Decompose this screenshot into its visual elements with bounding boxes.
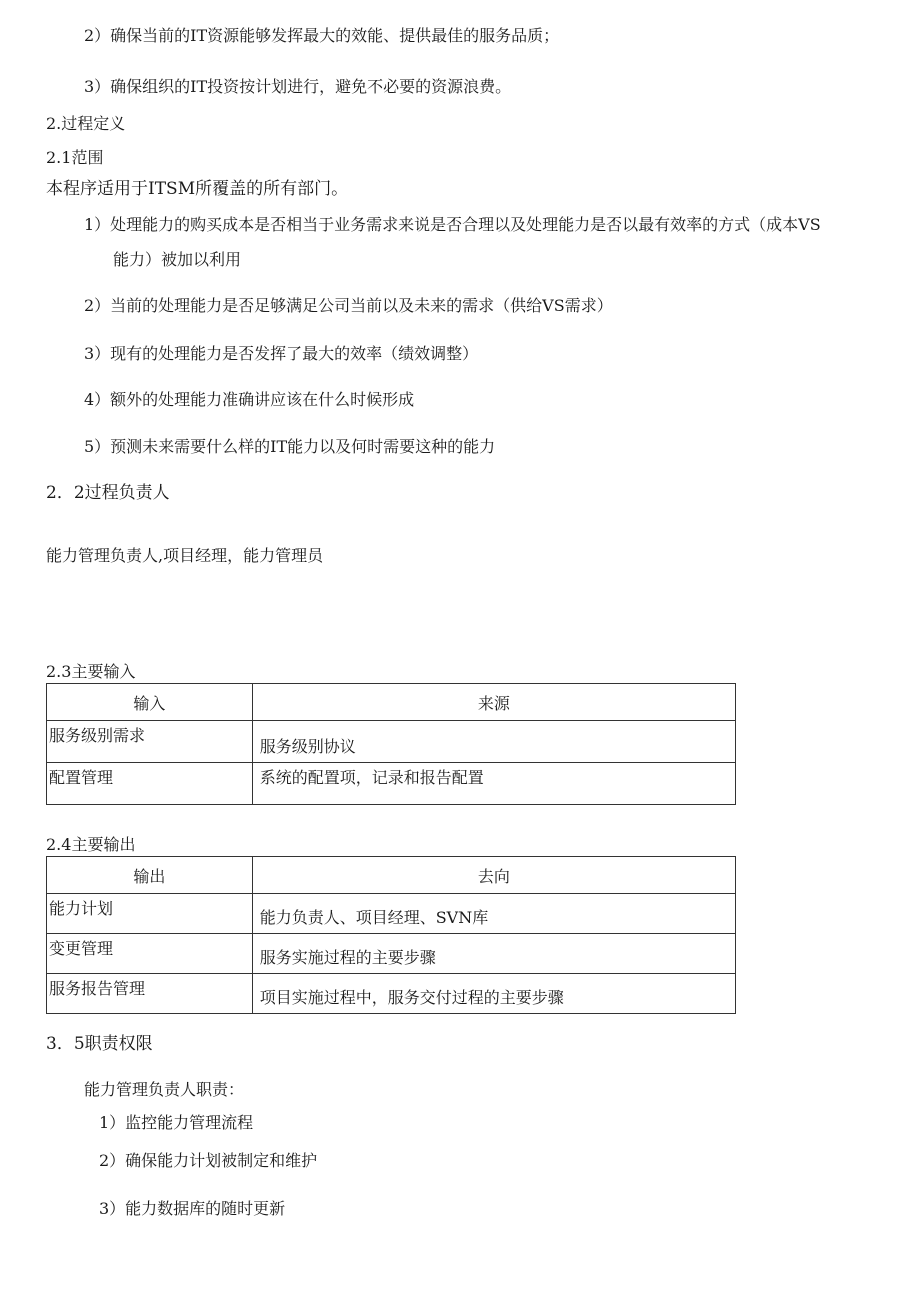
table-cell: 服务级别协议 [252, 721, 735, 763]
table-row [47, 934, 736, 974]
owner-title: 2．2过程负责人 [46, 483, 170, 503]
section-title: 2.过程定义 [46, 114, 126, 133]
duty-item-1: 1）监控能力管理流程 [99, 1113, 254, 1132]
table-header-row [47, 857, 736, 894]
table-cell: 服务级别需求 [47, 721, 253, 763]
table-row [47, 894, 736, 934]
table-header-row [47, 684, 736, 721]
output-table [46, 856, 736, 1014]
table-cell: 配置管理 [47, 763, 253, 805]
output-title: 2.4主要输出 [46, 835, 136, 854]
duty-title: 3．5职责权限 [46, 1034, 153, 1054]
input-header-source: 来源 [252, 684, 735, 721]
intro-item-2: 2）确保当前的IT资源能够发挥最大的效能、提供最佳的服务品质； [84, 26, 560, 45]
intro-item-3: 3）确保组织的IT投资按计划进行，避免不必要的资源浪费。 [84, 77, 512, 96]
table-cell: 能力计划 [47, 894, 253, 934]
table-cell: 服务实施过程的主要步骤 [252, 934, 735, 974]
duty-item-2: 2）确保能力计划被制定和维护 [99, 1151, 318, 1170]
table-row [47, 974, 736, 1014]
input-title: 2.3主要输入 [46, 662, 136, 681]
output-header-destination: 去向 [252, 857, 735, 894]
duty-item-3: 3）能力数据库的随时更新 [99, 1199, 286, 1218]
input-table [46, 683, 736, 805]
scope-title: 2.1范围 [46, 148, 104, 167]
duty-subtitle: 能力管理负责人职责： [84, 1080, 245, 1099]
scope-item-4: 4）额外的处理能力准确讲应该在什么时候形成 [84, 390, 415, 409]
output-header-output: 输出 [47, 857, 253, 894]
scope-item-2: 2）当前的处理能力是否足够满足公司当前以及未来的需求（供给VS需求） [84, 296, 613, 315]
scope-item-1-cont: 能力）被加以利用 [113, 250, 242, 269]
table-cell: 系统的配置项，记录和报告配置 [252, 763, 735, 805]
input-header-input: 输入 [47, 684, 253, 721]
table-row [47, 763, 736, 805]
scope-item-5: 5）预测未来需要什么样的IT能力以及何时需要这种的能力 [84, 437, 496, 456]
table-row [47, 721, 736, 763]
scope-text: 本程序适用于ITSM所覆盖的所有部门。 [46, 179, 349, 199]
table-cell: 项目实施过程中，服务交付过程的主要步骤 [252, 974, 735, 1014]
owner-text: 能力管理负责人,项目经理，能力管理员 [46, 546, 324, 565]
table-cell: 变更管理 [47, 934, 253, 974]
table-cell: 能力负责人、项目经理、SVN库 [252, 894, 735, 934]
scope-item-3: 3）现有的处理能力是否发挥了最大的效率（绩效调整） [84, 344, 479, 363]
scope-item-1: 1）处理能力的购买成本是否相当于业务需求来说是否合理以及处理能力是否以最有效率的方式（成本VS [84, 215, 821, 234]
table-cell: 服务报告管理 [47, 974, 253, 1014]
